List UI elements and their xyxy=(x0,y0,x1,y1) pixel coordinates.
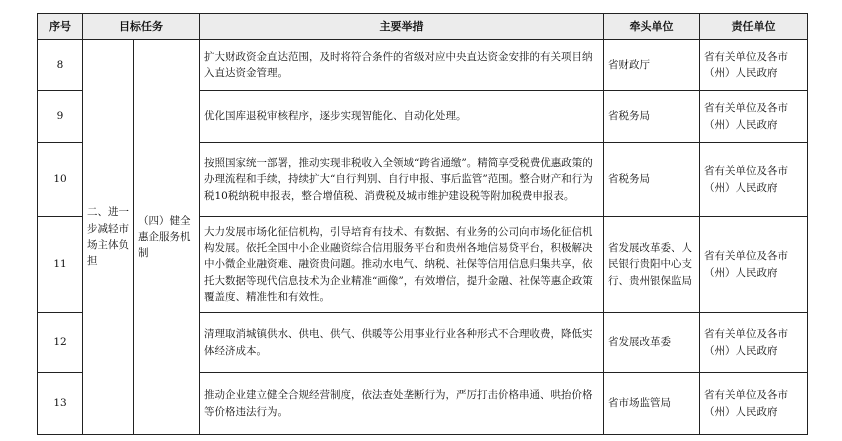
measure-cell: 扩大财政资金直达范围，及时将符合条件的省级对应中央直达资金安排的有关项目纳入直达资金管理。 xyxy=(200,40,604,91)
measure-cell: 清理取消城镇供水、供电、供气、供暖等公用事业行业各种形式不合理收费，降低实体经济成本。 xyxy=(200,313,604,373)
measures-table xyxy=(37,13,808,435)
row-index: 12 xyxy=(38,313,83,373)
header-lead-unit: 牵头单位 xyxy=(604,14,700,40)
row-index: 13 xyxy=(38,373,83,435)
row-index: 10 xyxy=(38,143,83,217)
measure-cell: 按照国家统一部署，推动实现非税收入全领域“跨省通缴”。精简享受税费优惠政策的办理流程和手续，持续扩大“自行判别、自行申报、事后监管”范围。整合财产和行为税10税纳税申报表，整合增值税、消费税及城市维护建设税等附加税费申报表。 xyxy=(200,143,604,217)
row-index: 8 xyxy=(38,40,83,91)
responsible-unit-cell: 省有关单位及各市（州）人民政府 xyxy=(700,40,808,91)
measure-cell: 大力发展市场化征信机构，引导培育有技术、有数据、有业务的公司向市场化征信机构发展。依托全国中小企业融资综合信用服务平台和贵州各地信易贷平台，积极解决中小微企业融资难、融资贵问题。推动水电气、纳税、社保等信用信息归集共享，依托大数据等现代信息技术为企业精准“画像”，有效增信，提升金融、社保等惠企政策覆盖度、精准性和有效性。 xyxy=(200,217,604,313)
responsible-unit-cell: 省有关单位及各市（州）人民政府 xyxy=(700,143,808,217)
lead-unit-cell: 省财政厅 xyxy=(604,40,700,91)
responsible-unit-cell: 省有关单位及各市（州）人民政府 xyxy=(700,217,808,313)
header-responsible-unit: 责任单位 xyxy=(700,14,808,40)
goal-cell: 二、进一步减轻市场主体负担 xyxy=(83,40,134,435)
responsible-unit-cell: 省有关单位及各市（州）人民政府 xyxy=(700,313,808,373)
lead-unit-cell: 省发展改革委、人民银行贵阳中心支行、贵州银保监局 xyxy=(604,217,700,313)
header-index: 序号 xyxy=(38,14,83,40)
lead-unit-cell: 省发展改革委 xyxy=(604,313,700,373)
responsible-unit-cell: 省有关单位及各市（州）人民政府 xyxy=(700,373,808,435)
header-measures: 主要举措 xyxy=(200,14,604,40)
header-goal-task: 目标任务 xyxy=(83,14,200,40)
header-row xyxy=(38,14,808,40)
table-row xyxy=(38,40,808,91)
measure-cell: 推动企业建立健全合规经营制度，依法查处垄断行为，严厉打击价格串通、哄抬价格等价格违法行为。 xyxy=(200,373,604,435)
row-index: 11 xyxy=(38,217,83,313)
lead-unit-cell: 省市场监管局 xyxy=(604,373,700,435)
responsible-unit-cell: 省有关单位及各市（州）人民政府 xyxy=(700,91,808,143)
row-index: 9 xyxy=(38,91,83,143)
measure-cell: 优化国库退税审核程序，逐步实现智能化、自动化处理。 xyxy=(200,91,604,143)
lead-unit-cell: 省税务局 xyxy=(604,143,700,217)
lead-unit-cell: 省税务局 xyxy=(604,91,700,143)
task-cell: （四）健全惠企服务机制 xyxy=(134,40,200,435)
